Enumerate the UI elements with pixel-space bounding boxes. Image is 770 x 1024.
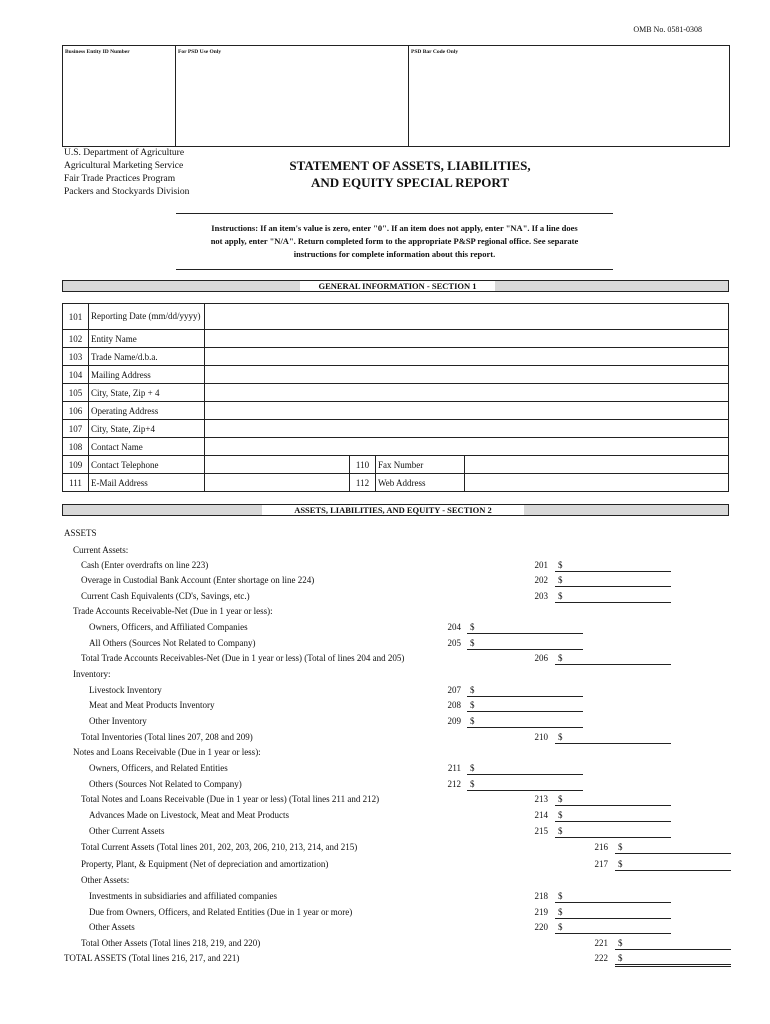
section1-title: GENERAL INFORMATION - SECTION 1 — [300, 281, 495, 291]
line-code: 222 — [594, 953, 608, 963]
asset-line-label: Property, Plant, & Equipment (Net of depreciation and amortization) — [81, 859, 329, 869]
row-number: 102 — [63, 330, 89, 348]
asset-line-label: Advances Made on Livestock, Meat and Meat Products — [89, 810, 289, 820]
dollar-sign: $ — [470, 685, 475, 695]
dollar-sign: $ — [558, 653, 563, 663]
dollar-sign: $ — [470, 638, 475, 648]
row-label: E-Mail Address — [89, 474, 205, 492]
psd-bar-code-box — [409, 46, 729, 146]
row-number: 105 — [63, 384, 89, 402]
row-number: 112 — [350, 474, 376, 492]
dollar-sign: $ — [558, 907, 563, 917]
line-code: 214 — [534, 810, 548, 820]
amount-field[interactable] — [467, 727, 583, 728]
line-code: 212 — [447, 779, 461, 789]
amount-field[interactable] — [555, 586, 671, 587]
business-entity-id-label: Business Entity ID Number — [65, 49, 130, 55]
dollar-sign: $ — [470, 763, 475, 773]
dollar-sign: $ — [558, 826, 563, 836]
row-label: City, State, Zip + 4 — [89, 384, 205, 402]
asset-line-label: Owners, Officers, and Affiliated Companies — [89, 622, 248, 632]
mailing-address-field[interactable] — [205, 366, 729, 384]
dollar-sign: $ — [558, 891, 563, 901]
line-code: 215 — [534, 826, 548, 836]
asset-line-label: Total Inventories (Total lines 207, 208 and 209) — [81, 732, 253, 742]
row-number: 109 — [63, 456, 89, 474]
row-number: 107 — [63, 420, 89, 438]
asset-line-label: Due from Owners, Officers, and Related Entities (Due in 1 year or more) — [89, 907, 353, 917]
entity-name-field[interactable] — [205, 330, 729, 348]
omb-number: OMB No. 0581-0308 — [633, 25, 702, 34]
mailing-city-field[interactable] — [205, 384, 729, 402]
line-code: 201 — [534, 560, 548, 570]
asset-line-label: Inventory: — [73, 669, 111, 679]
row-label: Fax Number — [376, 456, 465, 474]
department-block — [64, 147, 189, 199]
amount-field[interactable] — [615, 870, 731, 871]
asset-line-label: TOTAL ASSETS (Total lines 216, 217, and 221) — [64, 953, 240, 963]
asset-line-label: Notes and Loans Receivable (Due in 1 year or less): — [73, 747, 261, 757]
current-assets-heading: Current Assets: — [73, 545, 129, 555]
line-code: 203 — [534, 591, 548, 601]
dollar-sign: $ — [470, 622, 475, 632]
business-entity-id-box[interactable] — [63, 46, 176, 146]
amount-field[interactable] — [615, 949, 731, 950]
operating-city-field[interactable] — [205, 420, 729, 438]
dollar-sign: $ — [558, 794, 563, 804]
section2-title: ASSETS, LIABILITIES, AND EQUITY - SECTION 2 — [262, 505, 524, 515]
asset-line-label: Meat and Meat Products Inventory — [89, 700, 215, 710]
amount-field[interactable] — [467, 633, 583, 634]
dollar-sign: $ — [470, 779, 475, 789]
department-line: Agricultural Marketing Service — [64, 161, 184, 171]
line-code: 211 — [447, 763, 461, 773]
row-number: 103 — [63, 348, 89, 366]
asset-line-label: Total Other Assets (Total lines 218, 219, and 220) — [81, 938, 261, 948]
psd-bar-code-label: PSD Bar Code Only — [411, 49, 459, 55]
asset-line-label: Total Trade Accounts Receivables-Net (Due in 1 year or less) (Total of lines 204 and 205) — [81, 653, 405, 663]
section2-header — [62, 504, 729, 516]
amount-field[interactable] — [555, 805, 671, 806]
psd-use-only-label: For PSD Use Only — [178, 49, 222, 55]
row-label: Contact Name — [89, 438, 205, 456]
line-code: 208 — [447, 700, 461, 710]
amount-field[interactable] — [555, 821, 671, 822]
contact-name-field[interactable] — [205, 438, 729, 456]
title-line-2: AND EQUITY SPECIAL REPORT — [310, 175, 510, 190]
line-code: 213 — [534, 794, 548, 804]
row-number: 106 — [63, 402, 89, 420]
amount-field[interactable] — [467, 696, 583, 697]
amount-field[interactable] — [467, 711, 583, 712]
row-number: 108 — [63, 438, 89, 456]
amount-field[interactable] — [555, 902, 671, 903]
line-code: 221 — [594, 938, 608, 948]
row-label: Reporting Date (mm/dd/yyyy) — [89, 304, 205, 330]
dollar-sign: $ — [618, 953, 623, 963]
asset-line-label: Trade Accounts Receivable-Net (Due in 1 year or less): — [73, 606, 273, 616]
line-code: 209 — [447, 716, 461, 726]
line-code: 210 — [534, 732, 548, 742]
dollar-sign: $ — [618, 938, 623, 948]
operating-address-field[interactable] — [205, 402, 729, 420]
department-line: Packers and Stockyards Division — [64, 187, 190, 197]
amount-field[interactable] — [467, 790, 583, 791]
instructions-line: instructions for complete information about this report. — [293, 249, 496, 259]
row-number: 101 — [63, 304, 89, 330]
section1-header — [62, 280, 729, 292]
amount-field[interactable] — [555, 743, 671, 744]
dollar-sign: $ — [618, 859, 623, 869]
amount-field[interactable] — [555, 837, 671, 838]
instructions-line: not apply, enter "N/A". Return completed form to the appropriate P&SP regional office. See separate — [210, 236, 579, 246]
row-label: Mailing Address — [89, 366, 205, 384]
web-address-field[interactable] — [465, 474, 729, 492]
line-code: 207 — [447, 685, 461, 695]
header-boxes — [62, 45, 730, 147]
dollar-sign: $ — [618, 842, 623, 852]
trade-name-field[interactable] — [205, 348, 729, 366]
asset-line-label: Total Current Assets (Total lines 201, 202, 203, 206, 210, 213, 214, and 215) — [81, 842, 358, 852]
email-address-field[interactable] — [205, 474, 350, 492]
dollar-sign: $ — [558, 922, 563, 932]
amount-field[interactable] — [555, 602, 671, 603]
instructions — [176, 213, 613, 270]
asset-line-label: Other Assets: — [81, 875, 130, 885]
line-code: 218 — [534, 891, 548, 901]
line-code: 220 — [534, 922, 548, 932]
asset-line-label: Other Current Assets — [89, 826, 165, 836]
asset-line-label: Others (Sources Not Related to Company) — [89, 779, 242, 789]
asset-line-label: All Others (Sources Not Related to Company) — [89, 638, 256, 648]
row-label: City, State, Zip+4 — [89, 420, 205, 438]
amount-field[interactable] — [467, 774, 583, 775]
contact-telephone-field[interactable] — [205, 456, 350, 474]
amount-field[interactable] — [555, 933, 671, 934]
row-number: 104 — [63, 366, 89, 384]
asset-line-label: Overage in Custodial Bank Account (Enter shortage on line 224) — [81, 575, 315, 585]
amount-field[interactable] — [615, 853, 731, 854]
row-label: Web Address — [376, 474, 465, 492]
dollar-sign: $ — [558, 732, 563, 742]
instructions-line: Instructions: If an item's value is zero, enter "0". If an item does not apply, enter "NA". If a line does — [211, 223, 578, 233]
row-label: Entity Name — [89, 330, 205, 348]
general-info-table — [62, 303, 729, 492]
row-label: Trade Name/d.b.a. — [89, 348, 205, 366]
department-line: Fair Trade Practices Program — [64, 174, 176, 184]
asset-line-label: Cash (Enter overdrafts on line 223) — [81, 560, 209, 570]
reporting-date-field[interactable] — [205, 304, 729, 330]
row-label: Contact Telephone — [89, 456, 205, 474]
amount-field[interactable] — [615, 964, 731, 967]
line-code: 206 — [534, 653, 548, 663]
asset-line-label: Current Cash Equivalents (CD's, Savings, etc.) — [81, 591, 250, 601]
dollar-sign: $ — [470, 716, 475, 726]
dollar-sign: $ — [470, 700, 475, 710]
dollar-sign: $ — [558, 810, 563, 820]
amount-field[interactable] — [555, 664, 671, 665]
line-code: 205 — [447, 638, 461, 648]
amount-field[interactable] — [467, 649, 583, 650]
fax-number-field[interactable] — [465, 456, 729, 474]
line-code: 217 — [594, 859, 608, 869]
line-code: 202 — [534, 575, 548, 585]
title-line-1: STATEMENT OF ASSETS, LIABILITIES, — [289, 158, 531, 173]
asset-line-label: Livestock Inventory — [89, 685, 162, 695]
amount-field[interactable] — [555, 918, 671, 919]
row-number: 110 — [350, 456, 376, 474]
dollar-sign: $ — [558, 575, 563, 585]
asset-line-label: Other Inventory — [89, 716, 147, 726]
asset-line-label: Owners, Officers, and Related Entities — [89, 763, 228, 773]
asset-line-label: Other Assets — [89, 922, 135, 932]
dollar-sign: $ — [558, 591, 563, 601]
row-number: 111 — [63, 474, 89, 492]
line-code: 219 — [534, 907, 548, 917]
assets-heading: ASSETS — [64, 528, 97, 538]
department-line: U.S. Department of Agriculture — [64, 148, 185, 158]
asset-line-label: Investments in subsidiaries and affiliated companies — [89, 891, 278, 901]
dollar-sign: $ — [558, 560, 563, 570]
form-title — [260, 157, 560, 191]
line-code: 204 — [447, 622, 461, 632]
line-code: 216 — [594, 842, 608, 852]
psd-use-only-box — [176, 46, 409, 146]
row-label: Operating Address — [89, 402, 205, 420]
amount-field[interactable] — [555, 571, 671, 572]
asset-line-label: Total Notes and Loans Receivable (Due in 1 year or less) (Total lines 211 and 212) — [81, 794, 380, 804]
